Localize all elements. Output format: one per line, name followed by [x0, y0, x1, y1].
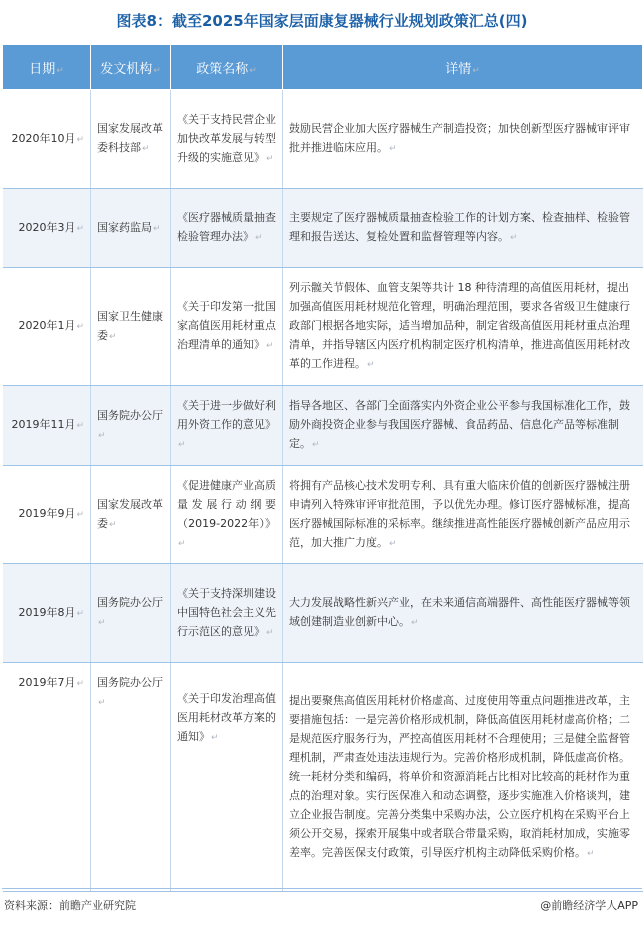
- cell-date: 2019年11月↵: [3, 386, 91, 466]
- table-row: [3, 564, 643, 663]
- cell-policy-name: 《关于支持深圳建设中国特色社会主义先行示范区的意见》↵: [171, 564, 283, 663]
- table-row: [3, 268, 643, 386]
- page-title: 图表8：截至2025年国家层面康复器械行业规划政策汇总(四): [116, 12, 528, 30]
- header-policy-name: 政策名称↵: [171, 45, 283, 90]
- cell-detail: 列示髋关节假体、血管支架等共计 18 种待清理的高值医用耗材，提出加强高值医用耗材规范化管理，明确治理范围，要求各省级卫生健康行政部门根据各地实际，适当增加品种，制定省级高值医用耗材重点治理清单，并指导辖区内医疗机构制定医疗机构清单，推进高值医用耗材改革的工作进程。↵: [283, 268, 643, 386]
- cell-date: 2019年9月↵: [3, 466, 91, 564]
- cell-issuer: 国务院办公厅↵: [91, 663, 171, 892]
- cell-issuer: 国家发展改革委科技部↵: [91, 90, 171, 189]
- cell-detail: 鼓励民营企业加大医疗器械生产制造投资；加快创新型医疗器械审评审批并推进临床应用。↵: [283, 90, 643, 189]
- cell-date: 2020年10月↵: [3, 90, 91, 189]
- table-row: [3, 466, 643, 564]
- table-row: [3, 386, 643, 466]
- cell-detail: 提出要聚焦高值医用耗材价格虚高、过度使用等重点问题推进改革，主要措施包括：一是完善价格形成机制，降低高值医用耗材虚高价格；二是规范医疗服务行为，严控高值医用耗材不合理使用；三是健全监督管理机制，严肃查处违法违规行为。完善价格形成机制，降低虚高价格。统一耗材分类和编码，将单价和资源消耗占比相对比较高的耗材作为重点的治理对象。实行医保准入和动态调整，逐步实施准入价格谈判，建立企业报告制度。完善分类集中采购办法，公立医疗机构在采购平台上须公开交易，探索开展集中或者联合带量采购，取消耗材加成，实施零差率。完善医保支付政策，引导医疗机构主动降低采购价格。↵: [283, 663, 643, 892]
- cell-policy-name: 《医疗器械质量抽查检验管理办法》↵: [171, 189, 283, 268]
- cell-date: 2019年8月↵: [3, 564, 91, 663]
- header-date: 日期↵: [3, 45, 91, 90]
- cell-policy-name: 《促进健康产业高质量发展行动纲要（2019-2022年）》↵: [171, 466, 283, 564]
- cell-policy-name: 《关于支持民营企业加快改革发展与转型升级的实施意见》↵: [171, 90, 283, 189]
- table-row: [3, 663, 643, 892]
- cell-detail: 大力发展战略性新兴产业，在未来通信高端器件、高性能医疗器械等领域创建制造业创新中心。↵: [283, 564, 643, 663]
- cell-date: 2020年3月↵: [3, 189, 91, 268]
- cell-date: 2020年1月↵: [3, 268, 91, 386]
- table-row: [3, 189, 643, 268]
- footer-divider: [2, 888, 642, 889]
- cell-date: 2019年7月↵: [3, 663, 91, 892]
- cell-detail: 指导各地区、各部门全面落实内外资企业公平参与我国标准化工作，鼓励外商投资企业参与我国医疗器械、食品药品、信息化产品等标准制定。↵: [283, 386, 643, 466]
- cell-detail: 将拥有产品核心技术发明专利、具有重大临床价值的创新医疗器械注册申请列入特殊审评审批范围，予以优先办理。修订医疗器械标准，提高医疗器械国际标准的采标率。继续推进高性能医疗器械创新产品应用示范，加大推广力度。↵: [283, 466, 643, 564]
- cell-issuer: 国家卫生健康委↵: [91, 268, 171, 386]
- cell-policy-name: 《关于进一步做好利用外资工作的意见》↵: [171, 386, 283, 466]
- cell-issuer: 国务院办公厅↵: [91, 564, 171, 663]
- cell-policy-name: 《关于印发第一批国家高值医用耗材重点治理清单的通知》↵: [171, 268, 283, 386]
- source-note: 资料来源：前瞻产业研究院: [4, 899, 136, 912]
- cell-detail: 主要规定了医疗器械质量抽查检验工作的计划方案、检查抽样、检验管理和报告送达、复检处置和监督管理等内容。↵: [283, 189, 643, 268]
- policy-table: [2, 44, 643, 892]
- table-header-row: [3, 45, 643, 90]
- cell-issuer: 国务院办公厅↵: [91, 386, 171, 466]
- cell-issuer: 国家发展改革委↵: [91, 466, 171, 564]
- brand-credit: @前瞻经济学人APP: [540, 899, 638, 912]
- cell-policy-name: 《关于印发治理高值医用耗材改革方案的通知》↵: [171, 663, 283, 892]
- header-issuer: 发文机构↵: [91, 45, 171, 90]
- cell-issuer: 国家药监局↵: [91, 189, 171, 268]
- table-row: [3, 90, 643, 189]
- header-detail: 详情↵: [283, 45, 643, 90]
